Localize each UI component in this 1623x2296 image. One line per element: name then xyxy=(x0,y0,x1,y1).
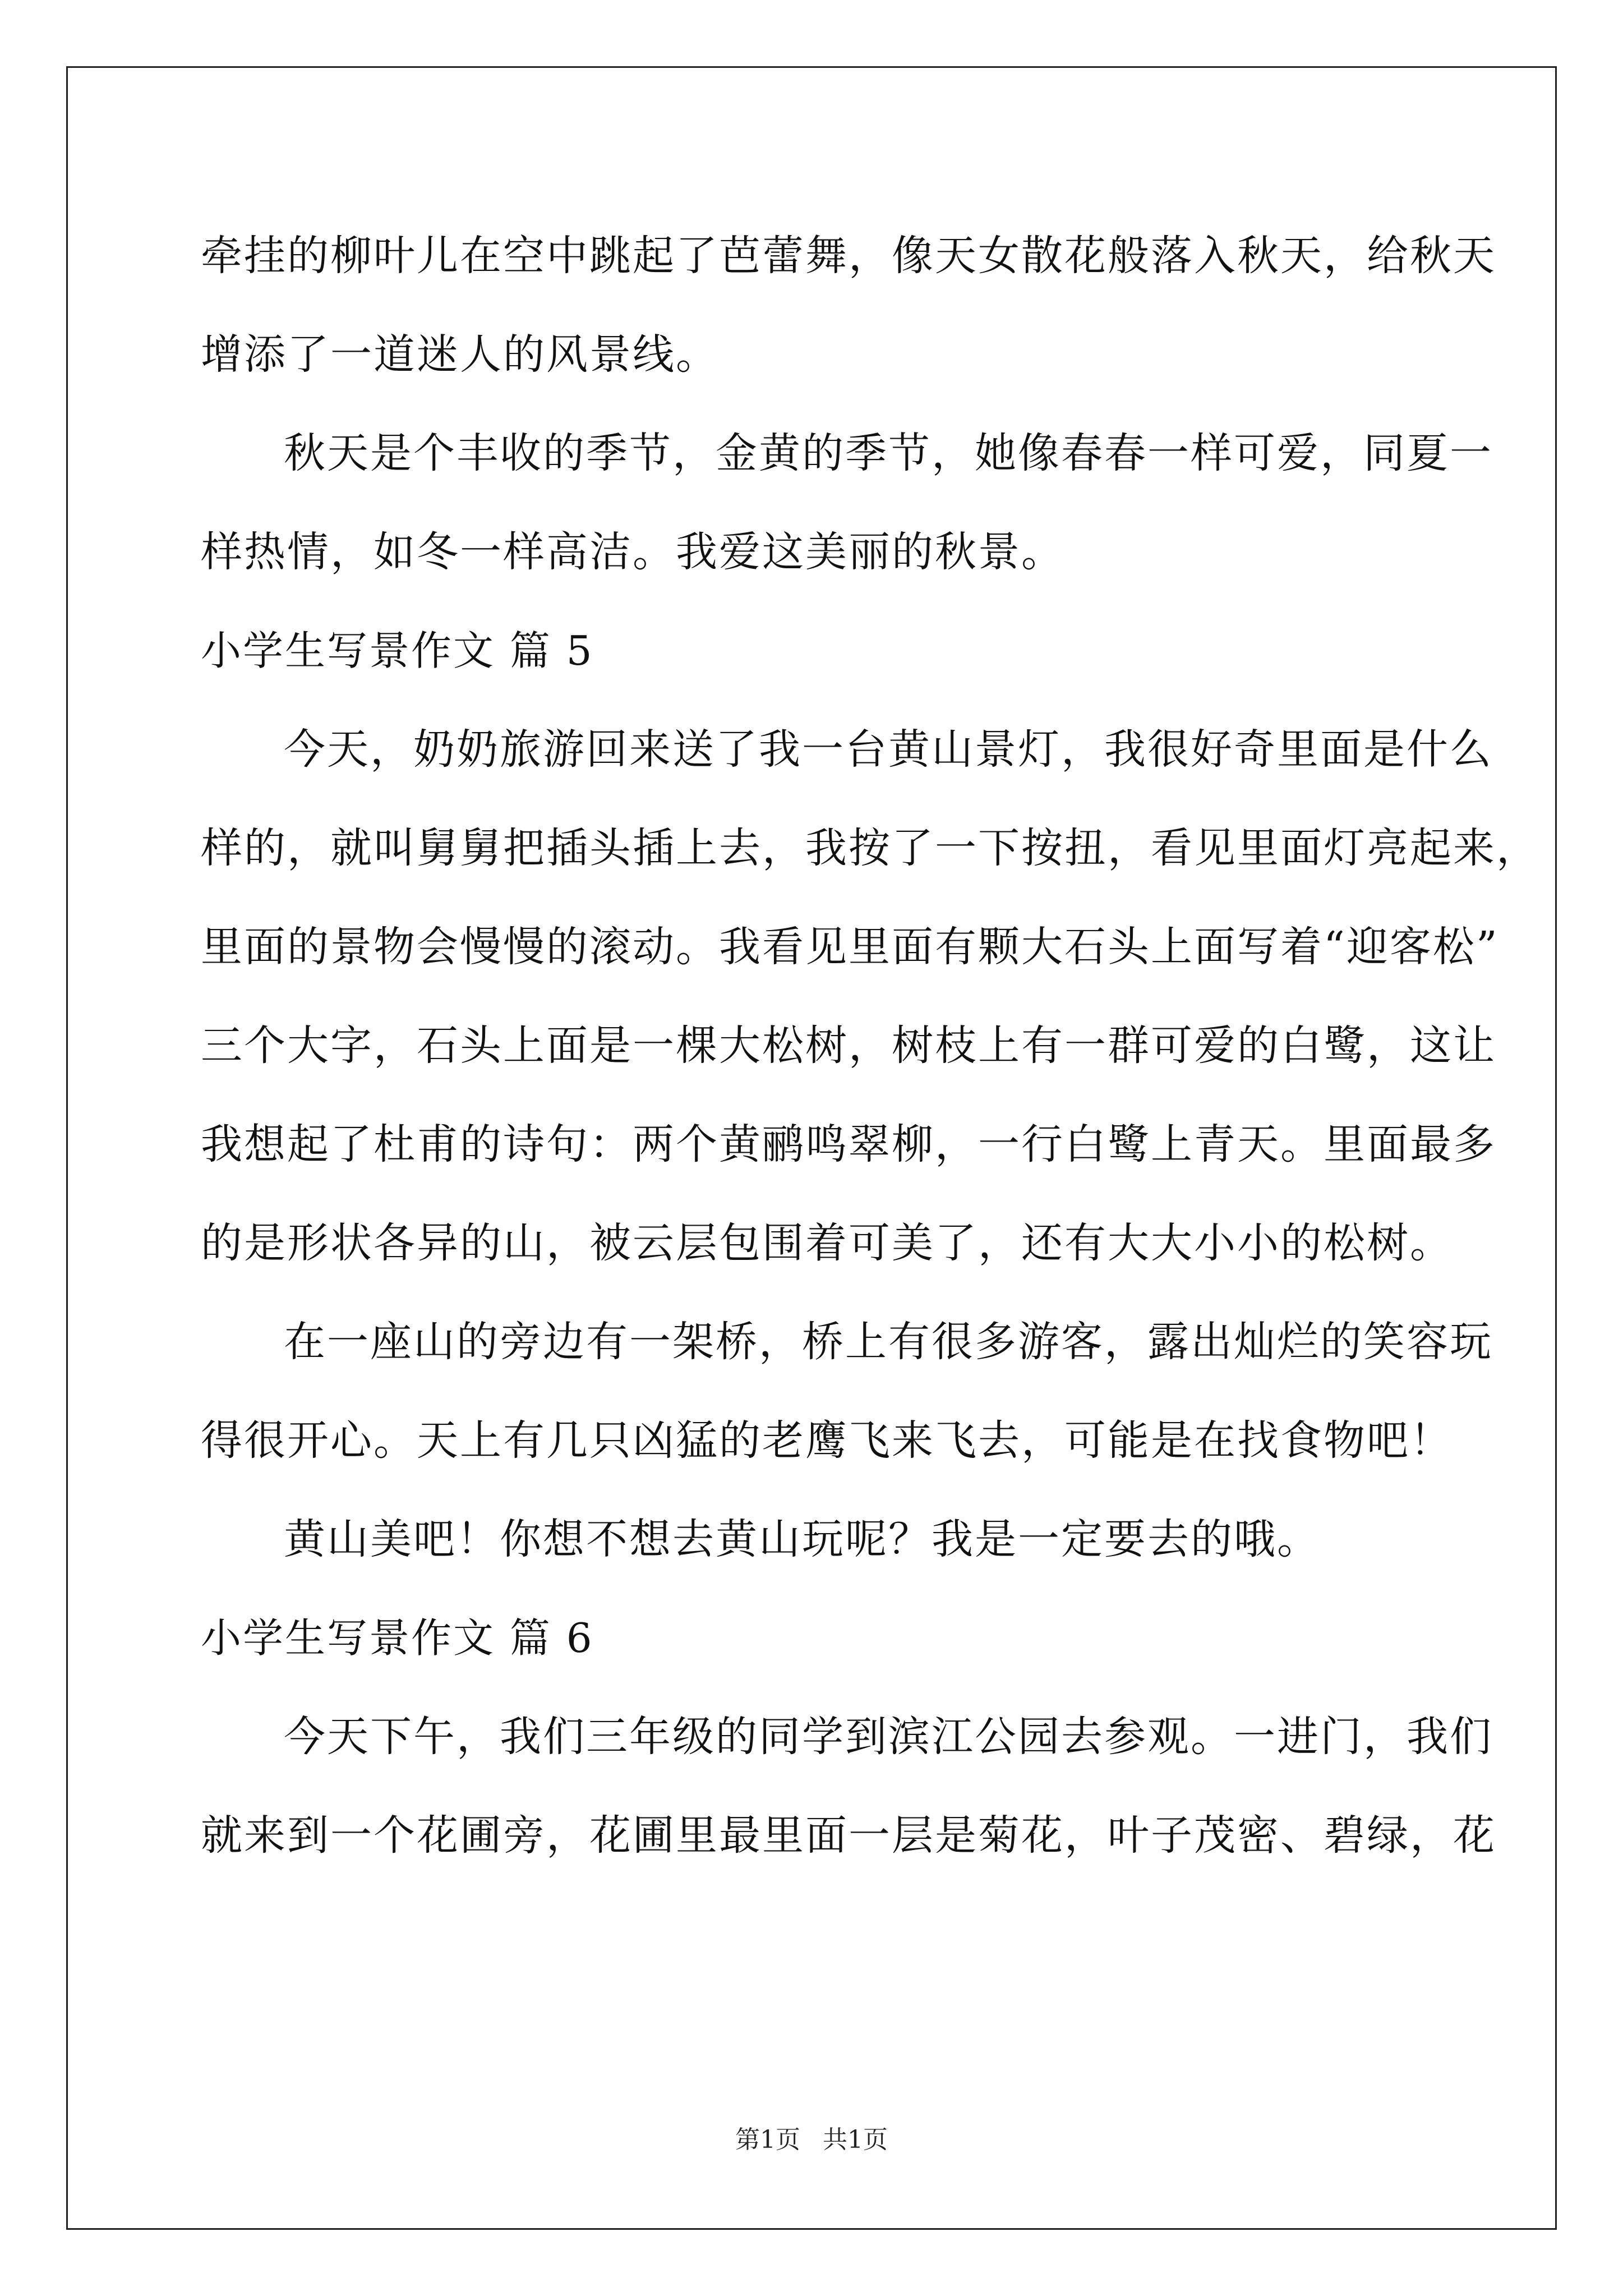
paragraph-line: 我想起了杜甫的诗句：两个黄鹂鸣翠柳，一行白鹭上青天。里面最多 xyxy=(201,1120,1496,1168)
paragraph-line: 在一座山的旁边有一架桥，桥上有很多游客，露出灿烂的笑容玩 xyxy=(284,1318,1493,1366)
paragraph-line: 今天，奶奶旅游回来送了我一台黄山景灯，我很好奇里面是什么 xyxy=(284,725,1493,774)
paragraph-line: 今天下午，我们三年级的同学到滨江公园去参观。一进门，我们 xyxy=(284,1713,1493,1761)
paragraph-line: 黄山美吧！你想不想去黄山玩呢？我是一定要去的哦。 xyxy=(284,1515,1320,1563)
paragraph-line: 牵挂的柳叶儿在空中跳起了芭蕾舞，像天女散花般落入秋天，给秋天 xyxy=(201,232,1496,280)
paragraph-line: 增添了一道迷人的风景线。 xyxy=(201,330,719,379)
page-number: 第1页 xyxy=(735,2125,800,2154)
paragraph-line: 样热情，如冬一样高洁。我爱这美丽的秋景。 xyxy=(201,528,1064,576)
section-heading: 小学生写景作文 篇 6 xyxy=(201,1614,594,1662)
section-heading: 小学生写景作文 篇 5 xyxy=(201,627,594,674)
document-body xyxy=(201,206,1539,1885)
page-total: 共1页 xyxy=(823,2125,888,2154)
paragraph-line: 三个大字，石头上面是一棵大松树，树枝上有一群可爱的白鹭，这让 xyxy=(201,1022,1496,1070)
paragraph-line: 的是形状各异的山，被云层包围着可美了，还有大大小小的松树。 xyxy=(201,1219,1453,1267)
paragraph-line: 秋天是个丰收的季节，金黄的季节，她像春春一样可爱，同夏一 xyxy=(284,429,1493,477)
page-footer xyxy=(0,2119,1623,2155)
paragraph-line: 里面的景物会慢慢的滚动。我看见里面有颗大石头上面写着“迎客松” xyxy=(201,923,1499,971)
paragraph-line: 得很开心。天上有几只凶猛的老鹰飞来飞去，可能是在找食物吧！ xyxy=(201,1416,1453,1465)
paragraph-line: 就来到一个花圃旁，花圃里最里面一层是菊花，叶子茂密、碧绿，花 xyxy=(201,1811,1496,1860)
paragraph-line: 样的，就叫舅舅把插头插上去，我按了一下按扭，看见里面灯亮起来， xyxy=(201,824,1539,872)
